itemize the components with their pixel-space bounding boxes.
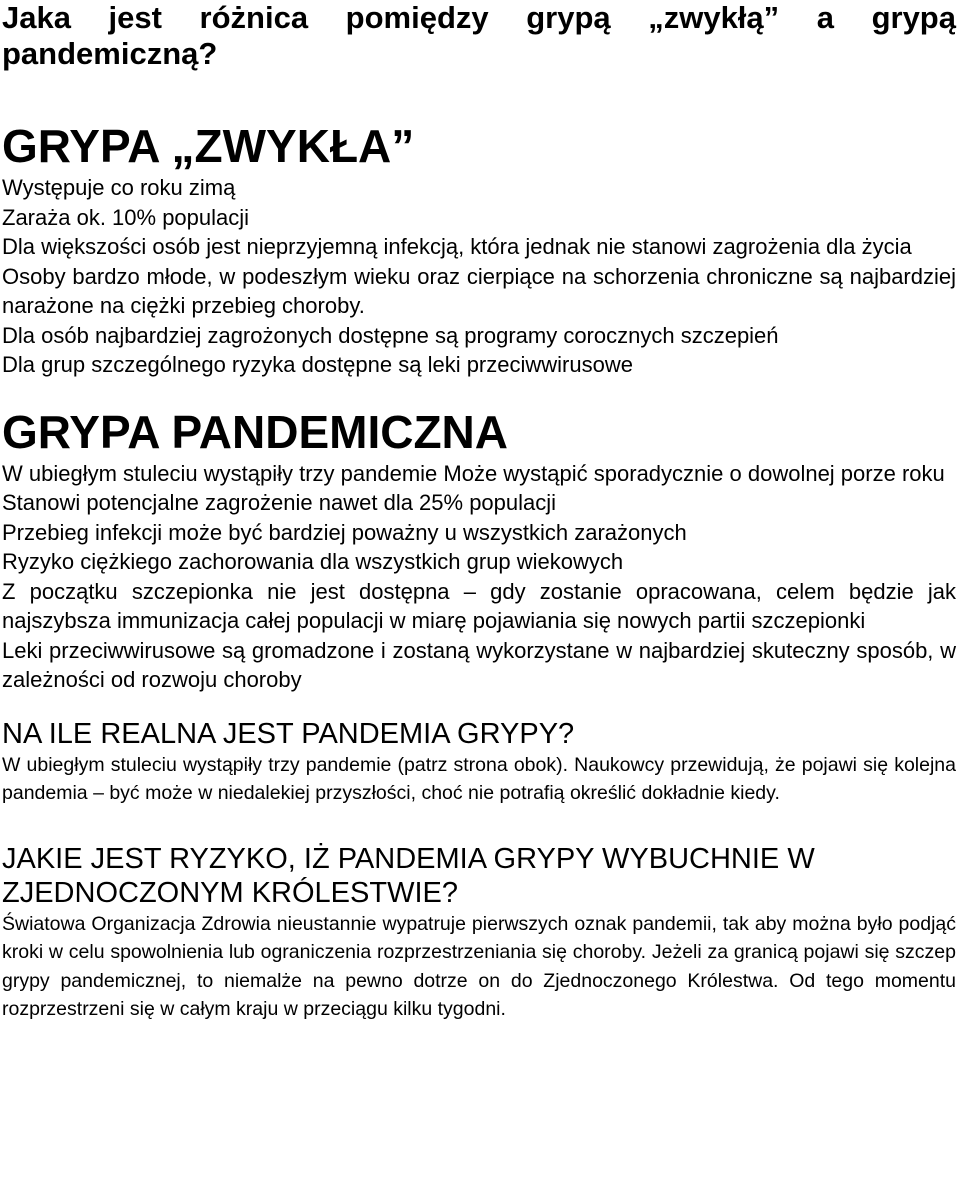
list-item: W ubiegłym stuleciu wystąpiły trzy pandemie Może wystąpić sporadycznie o dowolnej porze roku [2, 460, 945, 486]
list-item: Dla osób najbardziej zagrożonych dostępne są programy corocznych szczepień [2, 322, 779, 348]
list-item: Osoby bardzo młode, w podeszłym wieku oraz cierpiące na schorzenia chroniczne są najbardziej narażone na ciężki przebieg choroby. [2, 263, 956, 318]
section-heading-pandemic: GRYPA PANDEMICZNA [2, 405, 508, 458]
spacer [2, 72, 956, 119]
list-item: Leki przeciwwirusowe są gromadzone i zostaną wykorzystane w najbardziej skuteczny sposób, w zależności od rozwoju choroby [2, 637, 956, 692]
section-pandemic-flu [2, 405, 956, 695]
paragraph: Światowa Organizacja Zdrowia nieustannie wypatruje pierwszych oznak pandemii, tak aby można było podjąć kroki w celu spowolnienia lub ograniczenia rozprzestrzeniania się choroby. Jeżeli za granicą pojawi się szczep grypy pandemicznej, to niemalże na pewno dotrze on do Zjednoczonego Królestwa. Od tego momentu rozprzestrzeni się w całym kraju w przeciągu kilku tygodni. [2, 912, 956, 1020]
list-item: Dla większości osób jest nieprzyjemną infekcją, która jednak nie stanowi zagrożenia dla życia [2, 234, 912, 259]
list-item: Ryzyko ciężkiego zachorowania dla wszystkich grup wiekowych [2, 549, 624, 574]
spacer [2, 380, 956, 405]
list-item: Dla grup szczególnego ryzyka dostępne są leki przeciwwirusowe [2, 352, 633, 377]
page-title: Jaka jest różnica pomiędzy grypą „zwykłą” a grypą pandemiczną? [2, 0, 956, 71]
spacer [2, 695, 956, 717]
list-item: Stanowi potencjalne zagrożenie nawet dla 25% populacji [2, 490, 557, 515]
section-how-realistic [2, 717, 956, 808]
section-risk-uk [2, 842, 956, 1024]
list-item: Z początku szczepionka nie jest dostępna – gdy zostanie opracowana, celem będzie jak najszybsza immunizacja całej populacji w miarę pojawiania się nowych partii szczepionki [2, 578, 956, 633]
list-item: Występuje co roku zimą [2, 175, 236, 200]
list-item: Zaraża ok. 10% populacji [2, 204, 250, 230]
spacer [2, 808, 956, 842]
paragraph: W ubiegłym stuleciu wystąpiły trzy pandemie (patrz strona obok). Naukowcy przewidują, że pojawi się kolejna pandemia – być może w niedalekiej przyszłości, choć nie potrafią określić dokładnie kiedy. [2, 753, 956, 804]
section-heading-realistic: NA ILE REALNA JEST PANDEMIA GRYPY? [2, 717, 575, 750]
section-heading-risk: JAKIE JEST RYZYKO, IŻ PANDEMIA GRYPY WYBUCHNIE W ZJEDNOCZONYM KRÓLESTWIE? [2, 842, 815, 909]
section-seasonal-flu [2, 119, 956, 380]
section-heading-seasonal: GRYPA „ZWYKŁA” [2, 120, 415, 172]
list-item: Przebieg infekcji może być bardziej poważny u wszystkich zarażonych [2, 519, 687, 545]
